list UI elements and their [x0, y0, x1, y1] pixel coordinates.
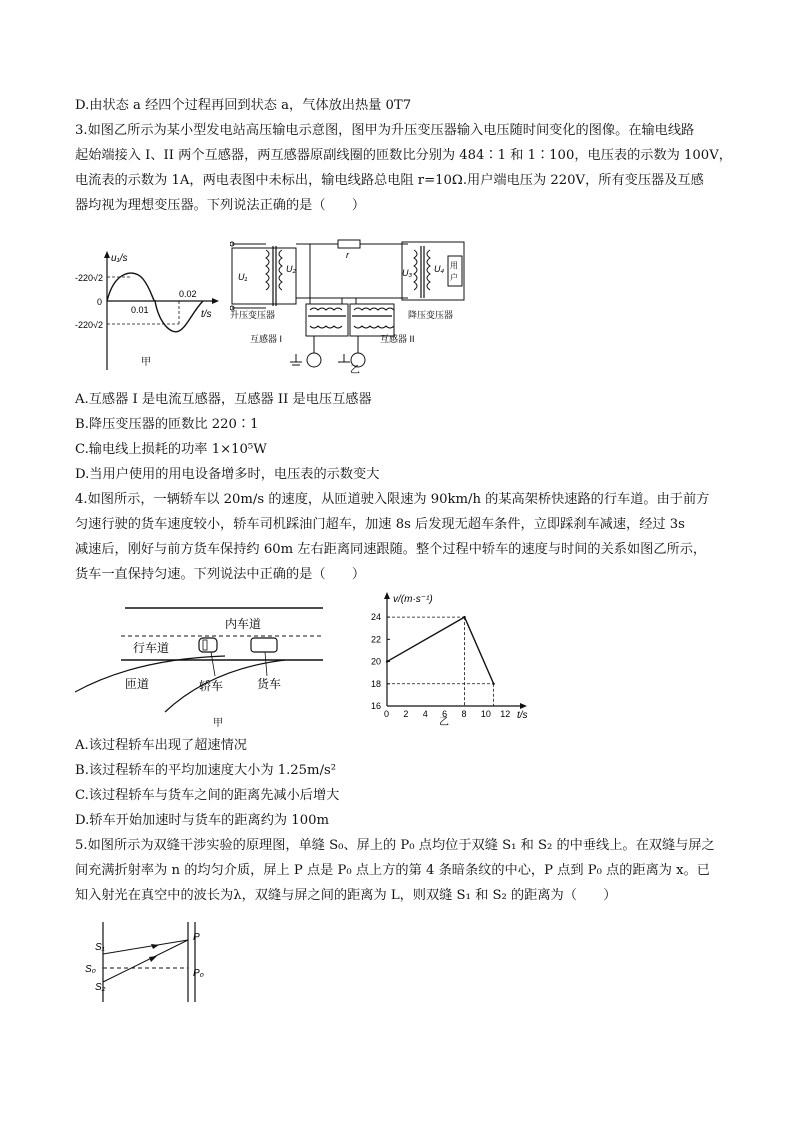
yi-user-1: 用 — [450, 261, 458, 270]
q4-line-3: 减速后，刚好与前方货车保持约 60m 左右距离同速跟随。整个过程中轿车的速度与时间的关系如图乙所示， — [75, 542, 707, 557]
q4-option-b: B.该过程轿车的平均加速度大小为 1.25m/s² — [75, 763, 337, 778]
q3-option-a: A.互感器 I 是电流互感器，互感器 II 是电压互感器 — [75, 392, 372, 407]
jia-t2: 0.02 — [179, 289, 197, 299]
vt-ytick-0: 16 — [371, 701, 382, 711]
road-truck: 货车 — [257, 677, 282, 691]
road-inner-lane: 内车道 — [225, 617, 262, 631]
yi-transformer-1: 互感器 I — [250, 334, 283, 344]
q4-line-2: 匀速行驶的货车速度较小，轿车司机踩油门超车，加速 8s 后发现无超车条件，立即踩刹车减速，经过 3s — [75, 517, 685, 532]
q4-fig-jia — [75, 600, 335, 730]
yi-transformer-2: 互感器 II — [380, 334, 415, 344]
q5-s1: S₁ — [95, 942, 105, 953]
jia-caption: 甲 — [141, 357, 151, 368]
jia-xlabel: t/s — [201, 309, 212, 320]
vt-xtick-2: 4 — [422, 709, 428, 719]
q4-line-1: 4.如图所示，一辆轿车以 20m/s 的速度，从匝道驶入限速为 90km/h 的某高架桥快速路的行车道。由于前方 — [75, 492, 710, 507]
q3-option-c: C.输电线上损耗的功率 1×10⁵W — [75, 442, 267, 457]
yi-r: r — [346, 250, 349, 260]
vt-caption: 乙 — [439, 717, 449, 726]
q3-option-d: D.当用户使用的用电设备增多时，电压表的示数变大 — [75, 467, 380, 482]
jia-ylabel: u₁/s — [111, 253, 128, 264]
q5-p: P — [193, 932, 200, 943]
vt-ytick-4: 24 — [371, 612, 382, 623]
yi-u3: U₃ — [402, 268, 413, 278]
q3-fig-yi — [230, 236, 480, 376]
q2-option-d: D.由状态 a 经四个过程再回到状态 a，气体放出热量 0T7 — [75, 98, 412, 113]
vt-ytick-1: 18 — [371, 678, 382, 689]
vt-xtick-4: 8 — [461, 709, 467, 719]
q4-line-4: 货车一直保持匀速。下列说法中正确的是（ ） — [75, 567, 366, 582]
road-ramp: 匝道 — [125, 677, 150, 691]
yi-u4: U₄ — [434, 264, 445, 274]
q4-option-c: C.该过程轿车与货车之间的距离先减小后增大 — [75, 788, 340, 803]
q5-fig — [75, 918, 225, 1008]
q3-line-4: 器均视为理想变压器。下列说法正确的是（ ） — [75, 198, 366, 213]
q5-line-1: 5.如图所示为双缝干涉实验的原理图，单缝 S₀、屏上的 P₀ 点均位于双缝 S₁ 和 S₂ 的中垂线上。在双缝与屏之 — [75, 838, 715, 853]
vt-y-arrow — [384, 592, 390, 599]
jia-zero-tick: 0 — [97, 297, 103, 307]
vt-xlabel: t/s — [517, 710, 528, 721]
q5-s2: S₂ — [95, 982, 106, 993]
vt-ylabel: v/(m·s⁻¹) — [393, 594, 433, 605]
q4-option-d: D.轿车开始加速时与货车的距离约为 100m — [75, 813, 329, 828]
yi-step-up: 升压变压器 — [230, 310, 276, 320]
q3-option-b: B.降压变压器的匝数比 220∶1 — [75, 417, 259, 432]
q5-s0: S₀ — [85, 964, 96, 975]
vt-xtick-6: 12 — [500, 709, 511, 719]
vt-xtick-0: 0 — [384, 709, 390, 719]
q3-line-1: 3.如图乙所示为某小型发电站高压输电示意图，图甲为升压变压器输入电压随时间变化的图像。在输电线路 — [75, 123, 695, 138]
yi-caption: 乙 — [350, 365, 360, 376]
q3-line-3: 电流表的示数为 1A，两电表图中未标出，输电线路总电阻 r=10Ω.用户端电压为 220V，所有变压器及互感 — [75, 173, 704, 188]
yi-user-2: 户 — [450, 273, 458, 282]
q3-line-2: 起始端接入 I、II 两个互感器，两互感器原副线圈的匝数比分别为 484∶1 和 1∶100，电压表的示数为 100V， — [75, 148, 732, 163]
road-car: 轿车 — [199, 679, 224, 693]
road-caption: 甲 — [213, 718, 223, 729]
q5-line-3: 知入射光在真空中的波长为λ，双缝与屏之间的距离为 L，则双缝 S₁ 和 S₂ 的距离为（ ） — [75, 888, 617, 903]
q5-line-2: 间充满折射率为 n 的均匀介质，屏上 P 点是 P₀ 点上方的第 4 条暗条纹的中心，P 点到 P₀ 点的距离为 x。已 — [75, 863, 710, 878]
yi-u1: U₁ — [238, 272, 248, 282]
q4-fig-yi-chart — [355, 586, 540, 726]
q4-option-a: A.该过程轿车出现了超速情况 — [75, 738, 247, 753]
road-driving-lane: 行车道 — [133, 641, 170, 655]
vt-x-arrow — [520, 703, 527, 709]
vt-series-line — [387, 617, 494, 684]
vt-xtick-5: 10 — [480, 709, 491, 719]
jia-top-tick: -220√2 — [75, 273, 103, 283]
vt-xtick-1: 2 — [403, 709, 409, 719]
vt-xtick-3: 6 — [442, 709, 448, 719]
yi-step-down: 降压变压器 — [408, 310, 454, 320]
vt-ytick-2: 20 — [371, 656, 382, 667]
vt-ytick-3: 22 — [371, 634, 382, 645]
jia-bottom-tick: -220√2 — [75, 320, 103, 330]
q5-p0: P₀ — [193, 968, 204, 979]
yi-u2: U₂ — [286, 264, 296, 274]
jia-t1: 0.01 — [131, 305, 149, 315]
q3-fig-jia — [75, 245, 225, 375]
